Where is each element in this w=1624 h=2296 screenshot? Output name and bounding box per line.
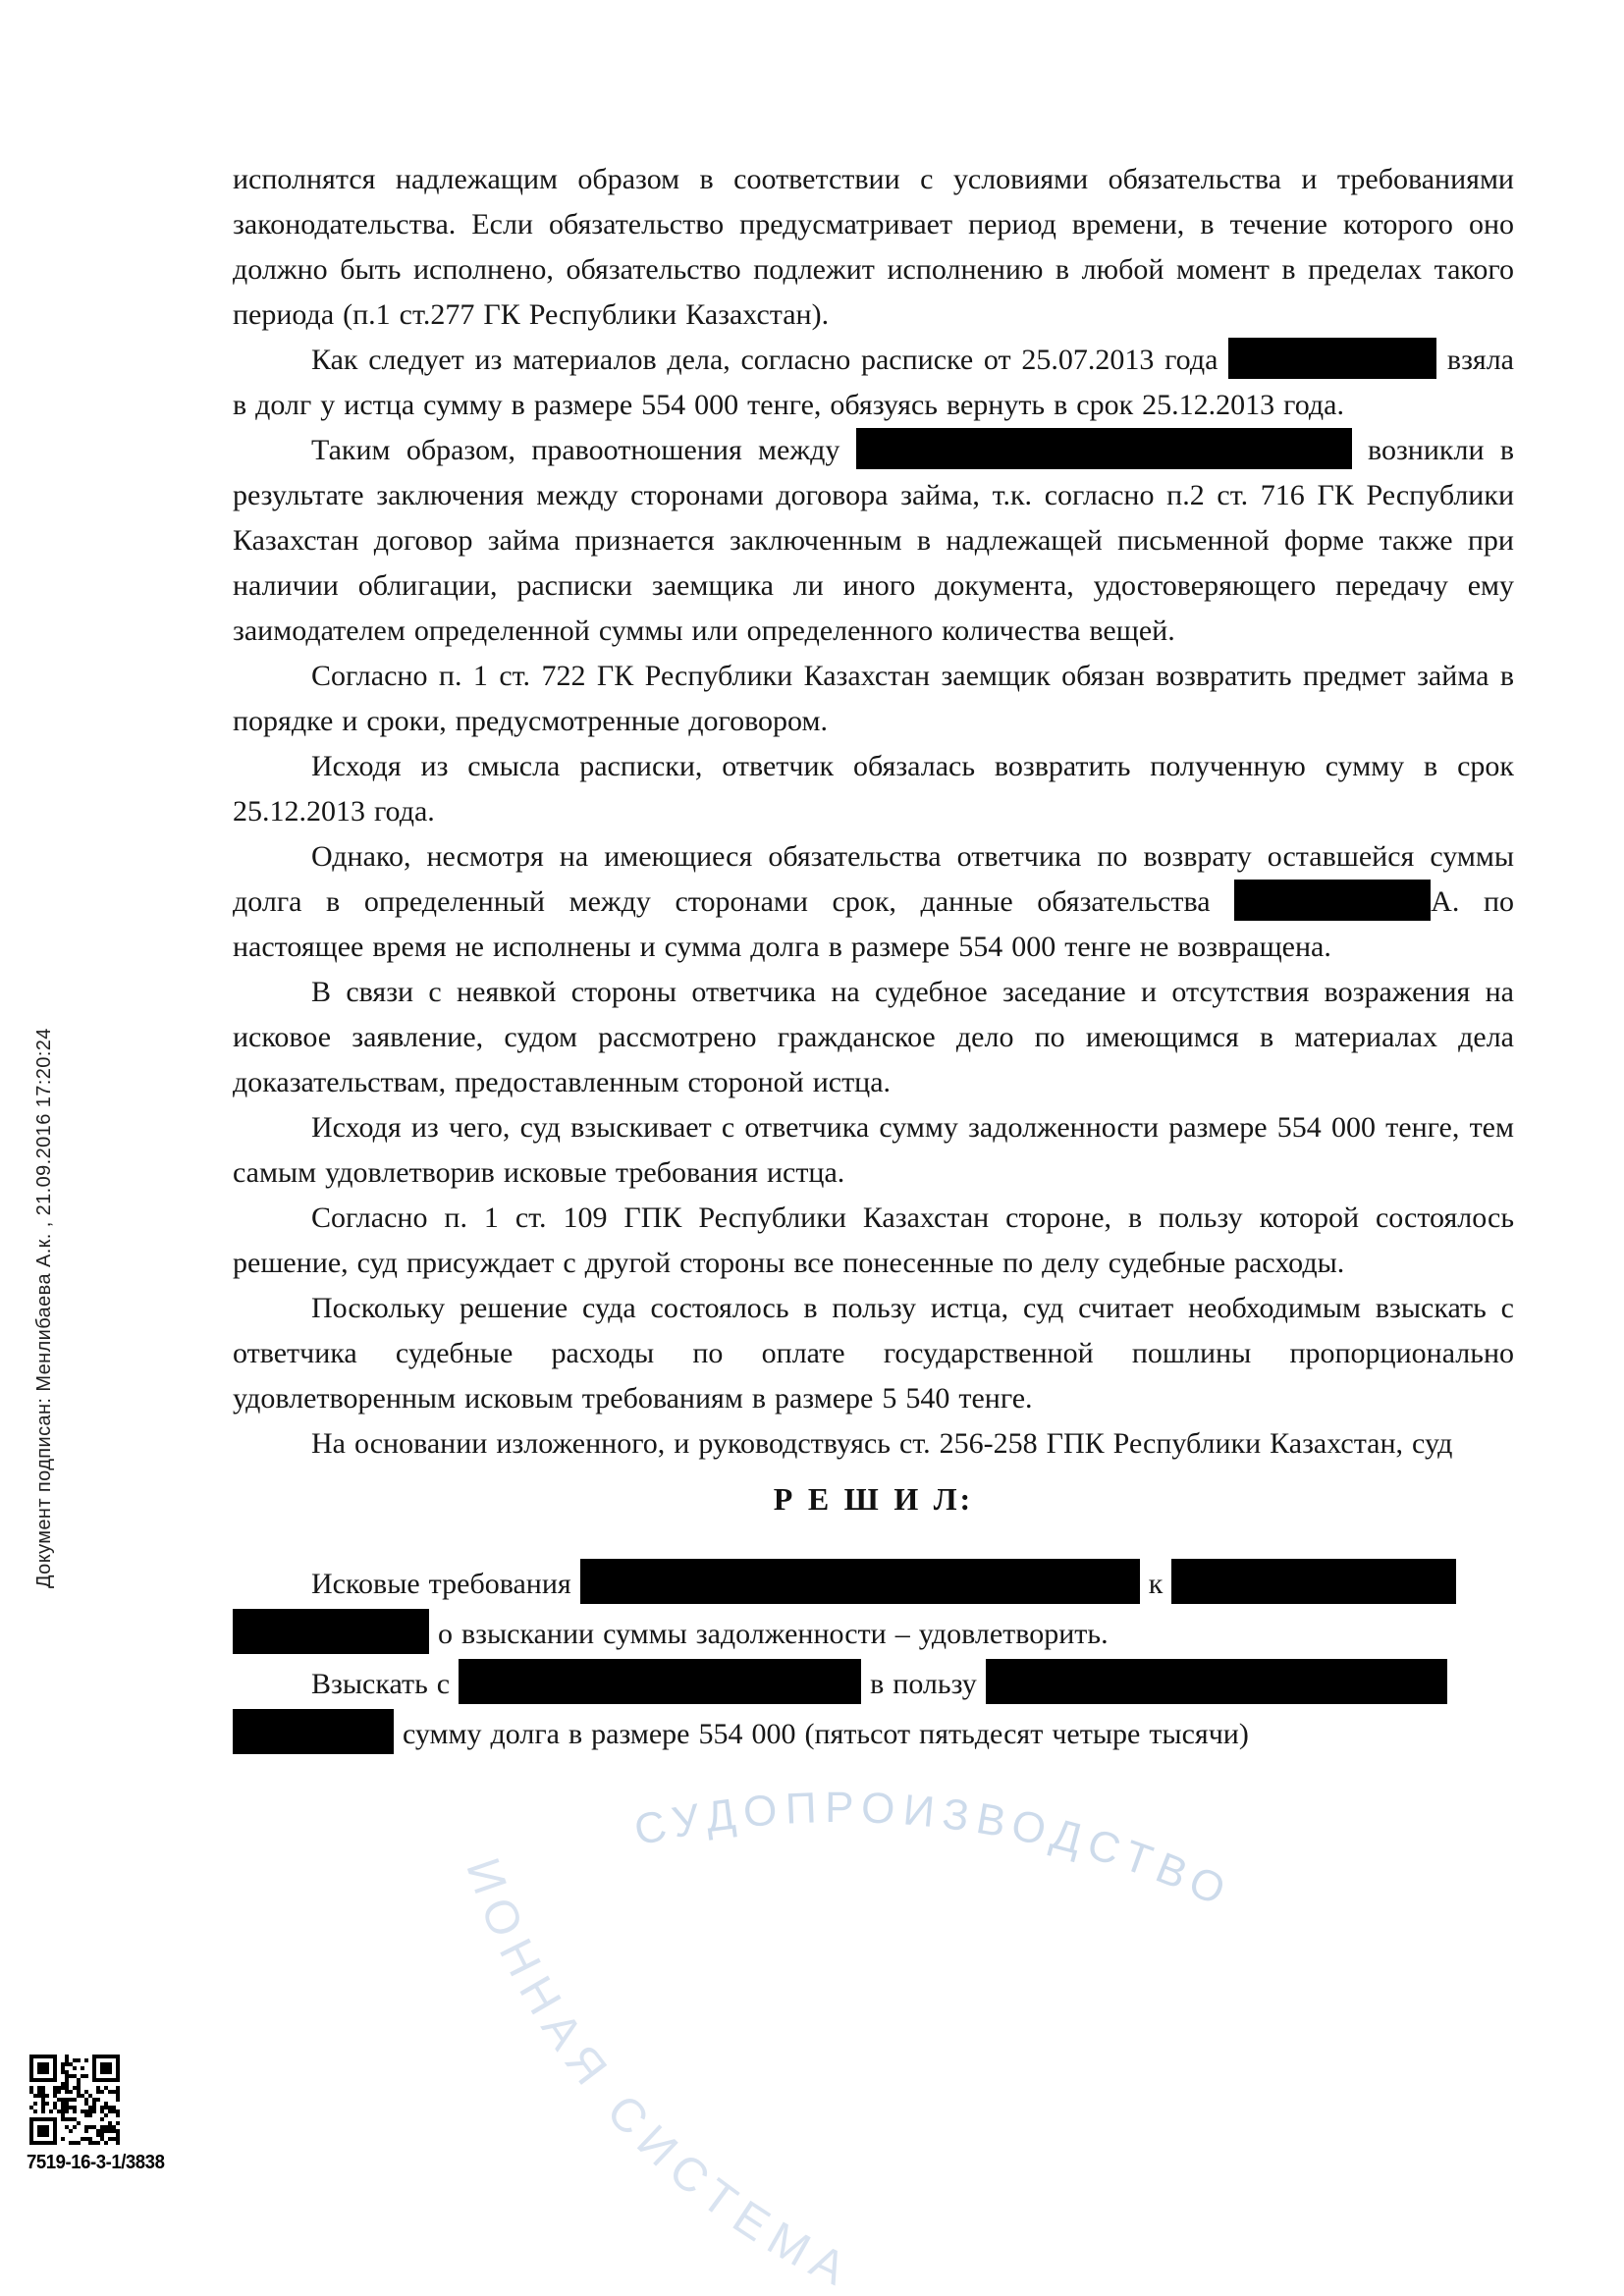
redaction-bar — [459, 1659, 861, 1704]
paragraph — [233, 338, 1514, 428]
paragraph — [233, 1105, 1514, 1196]
redaction-bar — [1171, 1559, 1456, 1604]
redaction-bar — [233, 1709, 394, 1754]
watermark-text-sudoproizvodstvo: СУДОПРОИЗВОДСТВО — [629, 1784, 1240, 1918]
paragraph-text: Взыскать с — [311, 1668, 460, 1700]
watermark-text-system: ИОННАЯ СИСТЕМА — [456, 1851, 862, 2296]
paragraph-text: Как следует из материалов дела, согласно расписке от 25.07.2013 года — [311, 344, 1229, 376]
paragraph — [233, 428, 1514, 654]
paragraph — [233, 1559, 1514, 1659]
paragraph-text: Исходя из чего, суд взыскивает с ответчика сумму задолженности размере 554 000 тенге, тем самым удовлетворив исковые требования истца. — [233, 1111, 1514, 1189]
digital-signature-stamp: Документ подписан: Менлибаева А.к. , 21.09.2016 17:20:24 — [33, 1028, 55, 1588]
document-body — [233, 157, 1514, 1759]
paragraph-text: В связи с неявкой стороны ответчика на судебное заседание и отсутствия возражения на исковое заявление, судом рассмотрено гражданское дело по имеющимся в материалах дела доказательствам, предоставленным стороной истца. — [233, 976, 1514, 1098]
redaction-bar — [580, 1559, 1140, 1604]
paragraph-text: возникли в результате заключения между сторонами договора займа, т.к. согласно п.2 ст. 716 ГК Республики Казахстан договор займа признается заключенным в надлежащей письменной форме также при наличии облигации, расписки заемщика ли иного документа, удостоверяющего передачу ему заимодателем определенной суммы или определенного количества вещей. — [233, 434, 1514, 647]
paragraph-text: Согласно п. 1 ст. 109 ГПК Республики Казахстан стороне, в пользу которой состоялось решение, суд присуждает с другой стороны все понесенные по делу судебные расходы. — [233, 1201, 1514, 1279]
paragraph-text: исполнятся надлежащим образом в соответствии с условиями обязательства и требованиями законодательства. Если обязательство предусматривает период времени, в течение которого оно должно быть исполнено, обязательство подлежит исполнению в любой момент в пределах такого периода (п.1 ст.277 ГК Республики Казахстан). — [233, 163, 1514, 331]
paragraph-text: сумму долга в размере 554 000 (пятьсот пятьдесят четыре тысячи) — [394, 1718, 1249, 1750]
svg-text:СУДОПРОИЗВОДСТВО — [630, 1784, 1239, 1918]
paragraph — [233, 1286, 1514, 1421]
paragraph-text: Однако, несмотря на имеющиеся обязательства ответчика по возврату оставшейся суммы долга в определенный между сторонами срок, данные обязательства — [233, 840, 1514, 918]
paragraph-text: к — [1139, 1568, 1172, 1600]
paragraph — [233, 834, 1514, 970]
paragraph — [233, 157, 1514, 338]
redaction-bar — [856, 428, 1352, 469]
paragraph-text: взяла в долг у истца сумму в размере 554 000 тенге, обязуясь вернуть в срок 25.12.2013 года. — [233, 344, 1514, 421]
paragraph-text: о взыскании суммы задолженности – удовлетворить. — [429, 1618, 1109, 1650]
paragraph-text: Исковые требования — [311, 1568, 580, 1600]
redaction-bar — [233, 1609, 429, 1654]
redaction-bar — [986, 1659, 1447, 1704]
redaction-bar — [1234, 880, 1431, 921]
paragraph — [233, 970, 1514, 1105]
decision-heading: Р Е Ш И Л: — [773, 1481, 974, 1517]
redaction-bar — [1228, 338, 1436, 379]
paragraph-text: Поскольку решение суда состоялось в пользу истца, суд считает необходимым взыскать с ответчика судебные расходы по оплате государственной пошлины пропорционально удовлетворенным исковым требованиям в размере 5 540 тенге. — [233, 1292, 1514, 1415]
paragraph — [233, 744, 1514, 834]
qr-code-icon — [29, 2055, 120, 2145]
paragraph-text: в пользу — [861, 1668, 986, 1700]
paragraph-text: Таким образом, правоотношения между — [311, 434, 856, 466]
paragraph — [233, 1196, 1514, 1286]
paragraph — [233, 1659, 1514, 1759]
paragraph-text: Исходя из смысла расписки, ответчик обязалась возвратить полученную сумму в срок 25.12.2013 года. — [233, 750, 1514, 828]
paragraph — [233, 1421, 1514, 1467]
paragraph — [233, 654, 1514, 744]
document-number: 7519-16-3-1/3838 — [27, 2152, 165, 2173]
court-system-watermark — [295, 1718, 1473, 2296]
svg-text:ИОННАЯ СИСТЕМА — [456, 1851, 862, 2296]
paragraph-text: А. по настоящее время не исполнены и сумма долга в размере 554 000 тенге не возвращена. — [233, 885, 1514, 963]
paragraph-text: На основании изложенного, и руководствуясь ст. 256-258 ГПК Республики Казахстан, суд — [311, 1427, 1453, 1460]
paragraph-text: Согласно п. 1 ст. 722 ГК Республики Казахстан заемщик обязан возвратить предмет займа в порядке и сроки, предусмотренные договором. — [233, 660, 1514, 737]
